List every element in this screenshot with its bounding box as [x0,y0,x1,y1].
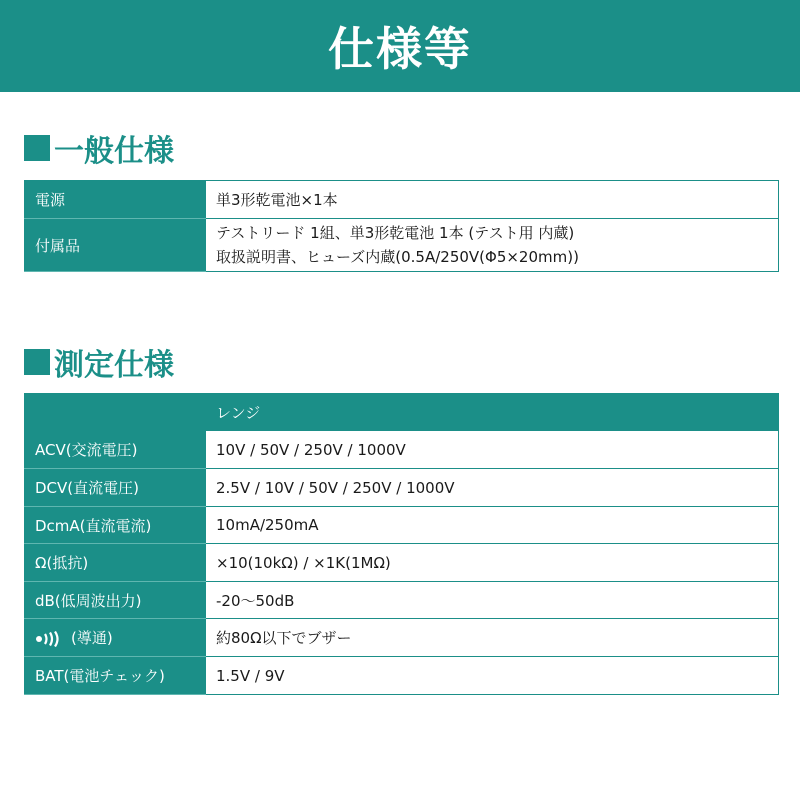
page-banner [0,0,800,92]
header-label [25,394,206,431]
page-title: 仕様等 [328,22,472,76]
row-label [25,619,206,657]
row-label: DCV(直流電圧) [25,469,206,507]
measurement-spec-heading [24,340,174,384]
table-row [25,657,779,695]
row-value: 2.5V / 10V / 50V / 250V / 1000V [206,469,779,507]
row-label: Ω(抵抗) [25,544,206,582]
row-value: 1.5V / 9V [206,657,779,695]
table-row [25,507,779,544]
row-value: 単3形乾電池×1本 [206,181,779,219]
row-value: 10V / 50V / 250V / 1000V [206,431,779,469]
heading-square-icon [24,349,50,375]
row-value: -20～50dB [206,582,779,619]
row-value: 10mA/250mA [206,507,779,544]
header-range: レンジ [206,394,779,431]
row-label: ACV(交流電圧) [25,431,206,469]
general-spec-heading [24,126,174,170]
row-label: DcmA(直流電流) [25,507,206,544]
table-row [25,619,779,657]
row-value-line: 取扱説明書、ヒューズ内蔵(0.5A/250V(Φ5×20mm)) [216,248,579,266]
row-label-text: (導通) [71,629,113,647]
heading-square-icon [24,135,50,161]
table-row [25,544,779,582]
row-value: ×10(10kΩ) / ×1K(1MΩ) [206,544,779,582]
row-value: 約80Ω以下でブザー [206,619,779,657]
table-row [25,469,779,507]
measurement-spec-heading-text: 測定仕様 [54,348,174,383]
table-row [25,219,779,272]
table-row [25,582,779,619]
table-row [25,431,779,469]
table-header-row [25,394,779,431]
continuity-sound-icon [35,631,65,647]
measurement-spec-table [24,393,779,695]
general-spec-table [24,180,779,272]
row-label: 電源 [25,181,206,219]
general-spec-heading-text: 一般仕様 [54,134,174,169]
table-row [25,181,779,219]
row-label: 付属品 [25,219,206,272]
row-value [206,219,779,272]
row-value-line: テストリード 1組、単3形乾電池 1本 (テスト用 内蔵) [216,224,575,242]
row-label: BAT(電池チェック) [25,657,206,695]
row-label: dB(低周波出力) [25,582,206,619]
